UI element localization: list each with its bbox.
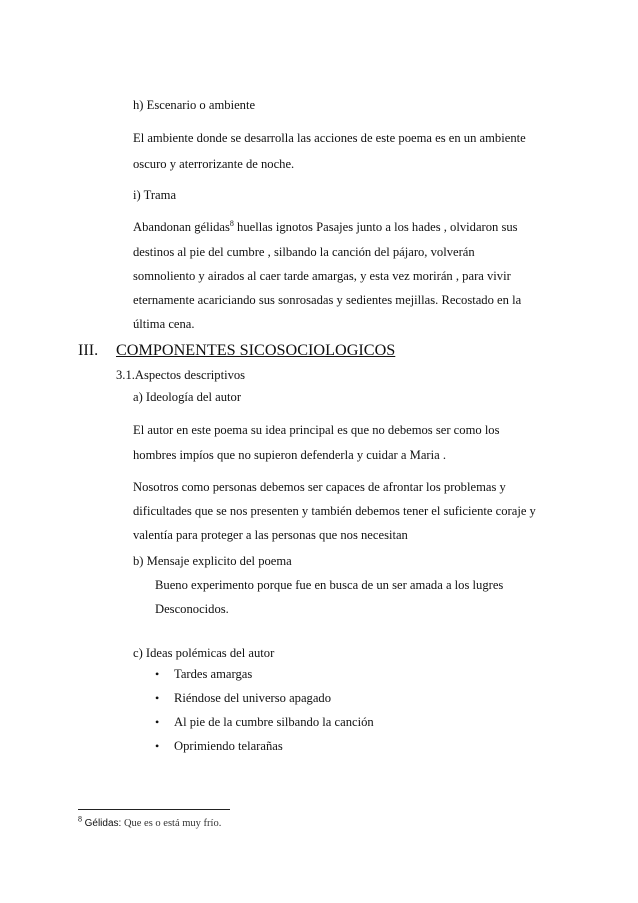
list-item: Tardes amargas <box>174 667 253 681</box>
footnote-reference: 8 <box>229 218 234 228</box>
section-h-label: h) Escenario o ambiente <box>133 98 256 112</box>
paragraph-line: El autor en este poema su idea principal es que no debemos ser como los <box>133 423 500 437</box>
bullet-icon: • <box>155 715 160 729</box>
paragraph-line: Bueno experimento porque fue en busca de un ser amada a los lugres <box>155 578 504 592</box>
paragraph-line: última cena. <box>133 317 195 331</box>
paragraph-line: hombres impíos que no supieron defenderla y cuidar a Maria . <box>133 448 446 462</box>
footnote-divider <box>78 809 230 810</box>
footnote-marker: 8 <box>78 814 82 824</box>
list-item: Riéndose del universo apagado <box>174 691 332 705</box>
paragraph-line: destinos al pie del cumbre , silbando la canción del pájaro, volverán <box>133 245 475 259</box>
paragraph-line: somnoliento y airados al caer tarde amargas, y esta vez morirán , para vivir <box>133 269 511 283</box>
paragraph-line: dificultades que se nos presenten y también debemos tener el suficiente coraje y <box>133 504 536 518</box>
paragraph-line <box>133 219 518 235</box>
footnote <box>78 814 222 831</box>
section-i-label: i) Trama <box>133 188 177 202</box>
section-b-label: b) Mensaje explicito del poema <box>133 554 292 568</box>
paragraph-line: El ambiente donde se desarrolla las acciones de este poema es en un ambiente <box>133 131 526 145</box>
subsection-label: 3.1.Aspectos descriptivos <box>116 368 246 382</box>
section-a-label: a) Ideología del autor <box>133 390 242 404</box>
text-run: huellas ignotos Pasajes junto a los hades , olvidaron sus <box>233 220 518 234</box>
paragraph-line: Desconocidos. <box>155 602 229 616</box>
footnote-text: Que es o está muy frío. <box>123 818 222 829</box>
section-c-label: c) Ideas polémicas del autor <box>133 646 275 660</box>
footnote-label: Gélidas: <box>84 818 122 829</box>
paragraph-line: eternamente acariciando sus sonrosadas y sedientes mejillas. Recostado en la <box>133 293 522 307</box>
paragraph-line: valentía para proteger a las personas que nos necesitan <box>133 528 408 542</box>
bullet-icon: • <box>155 739 160 753</box>
paragraph-line: Nosotros como personas debemos ser capaces de afrontar los problemas y <box>133 480 506 494</box>
bullet-icon: • <box>155 691 160 705</box>
list-item: Al pie de la cumbre silbando la canción <box>174 715 374 729</box>
list-item: Oprimiendo telarañas <box>174 739 283 753</box>
section-title: COMPONENTES SICOSOCIOLOGICOS <box>116 341 396 359</box>
section-number: III. <box>78 341 99 359</box>
paragraph-line: oscuro y aterrorizante de noche. <box>133 157 295 171</box>
bullet-icon: • <box>155 667 160 681</box>
text-run: Abandonan gélidas <box>133 220 230 234</box>
